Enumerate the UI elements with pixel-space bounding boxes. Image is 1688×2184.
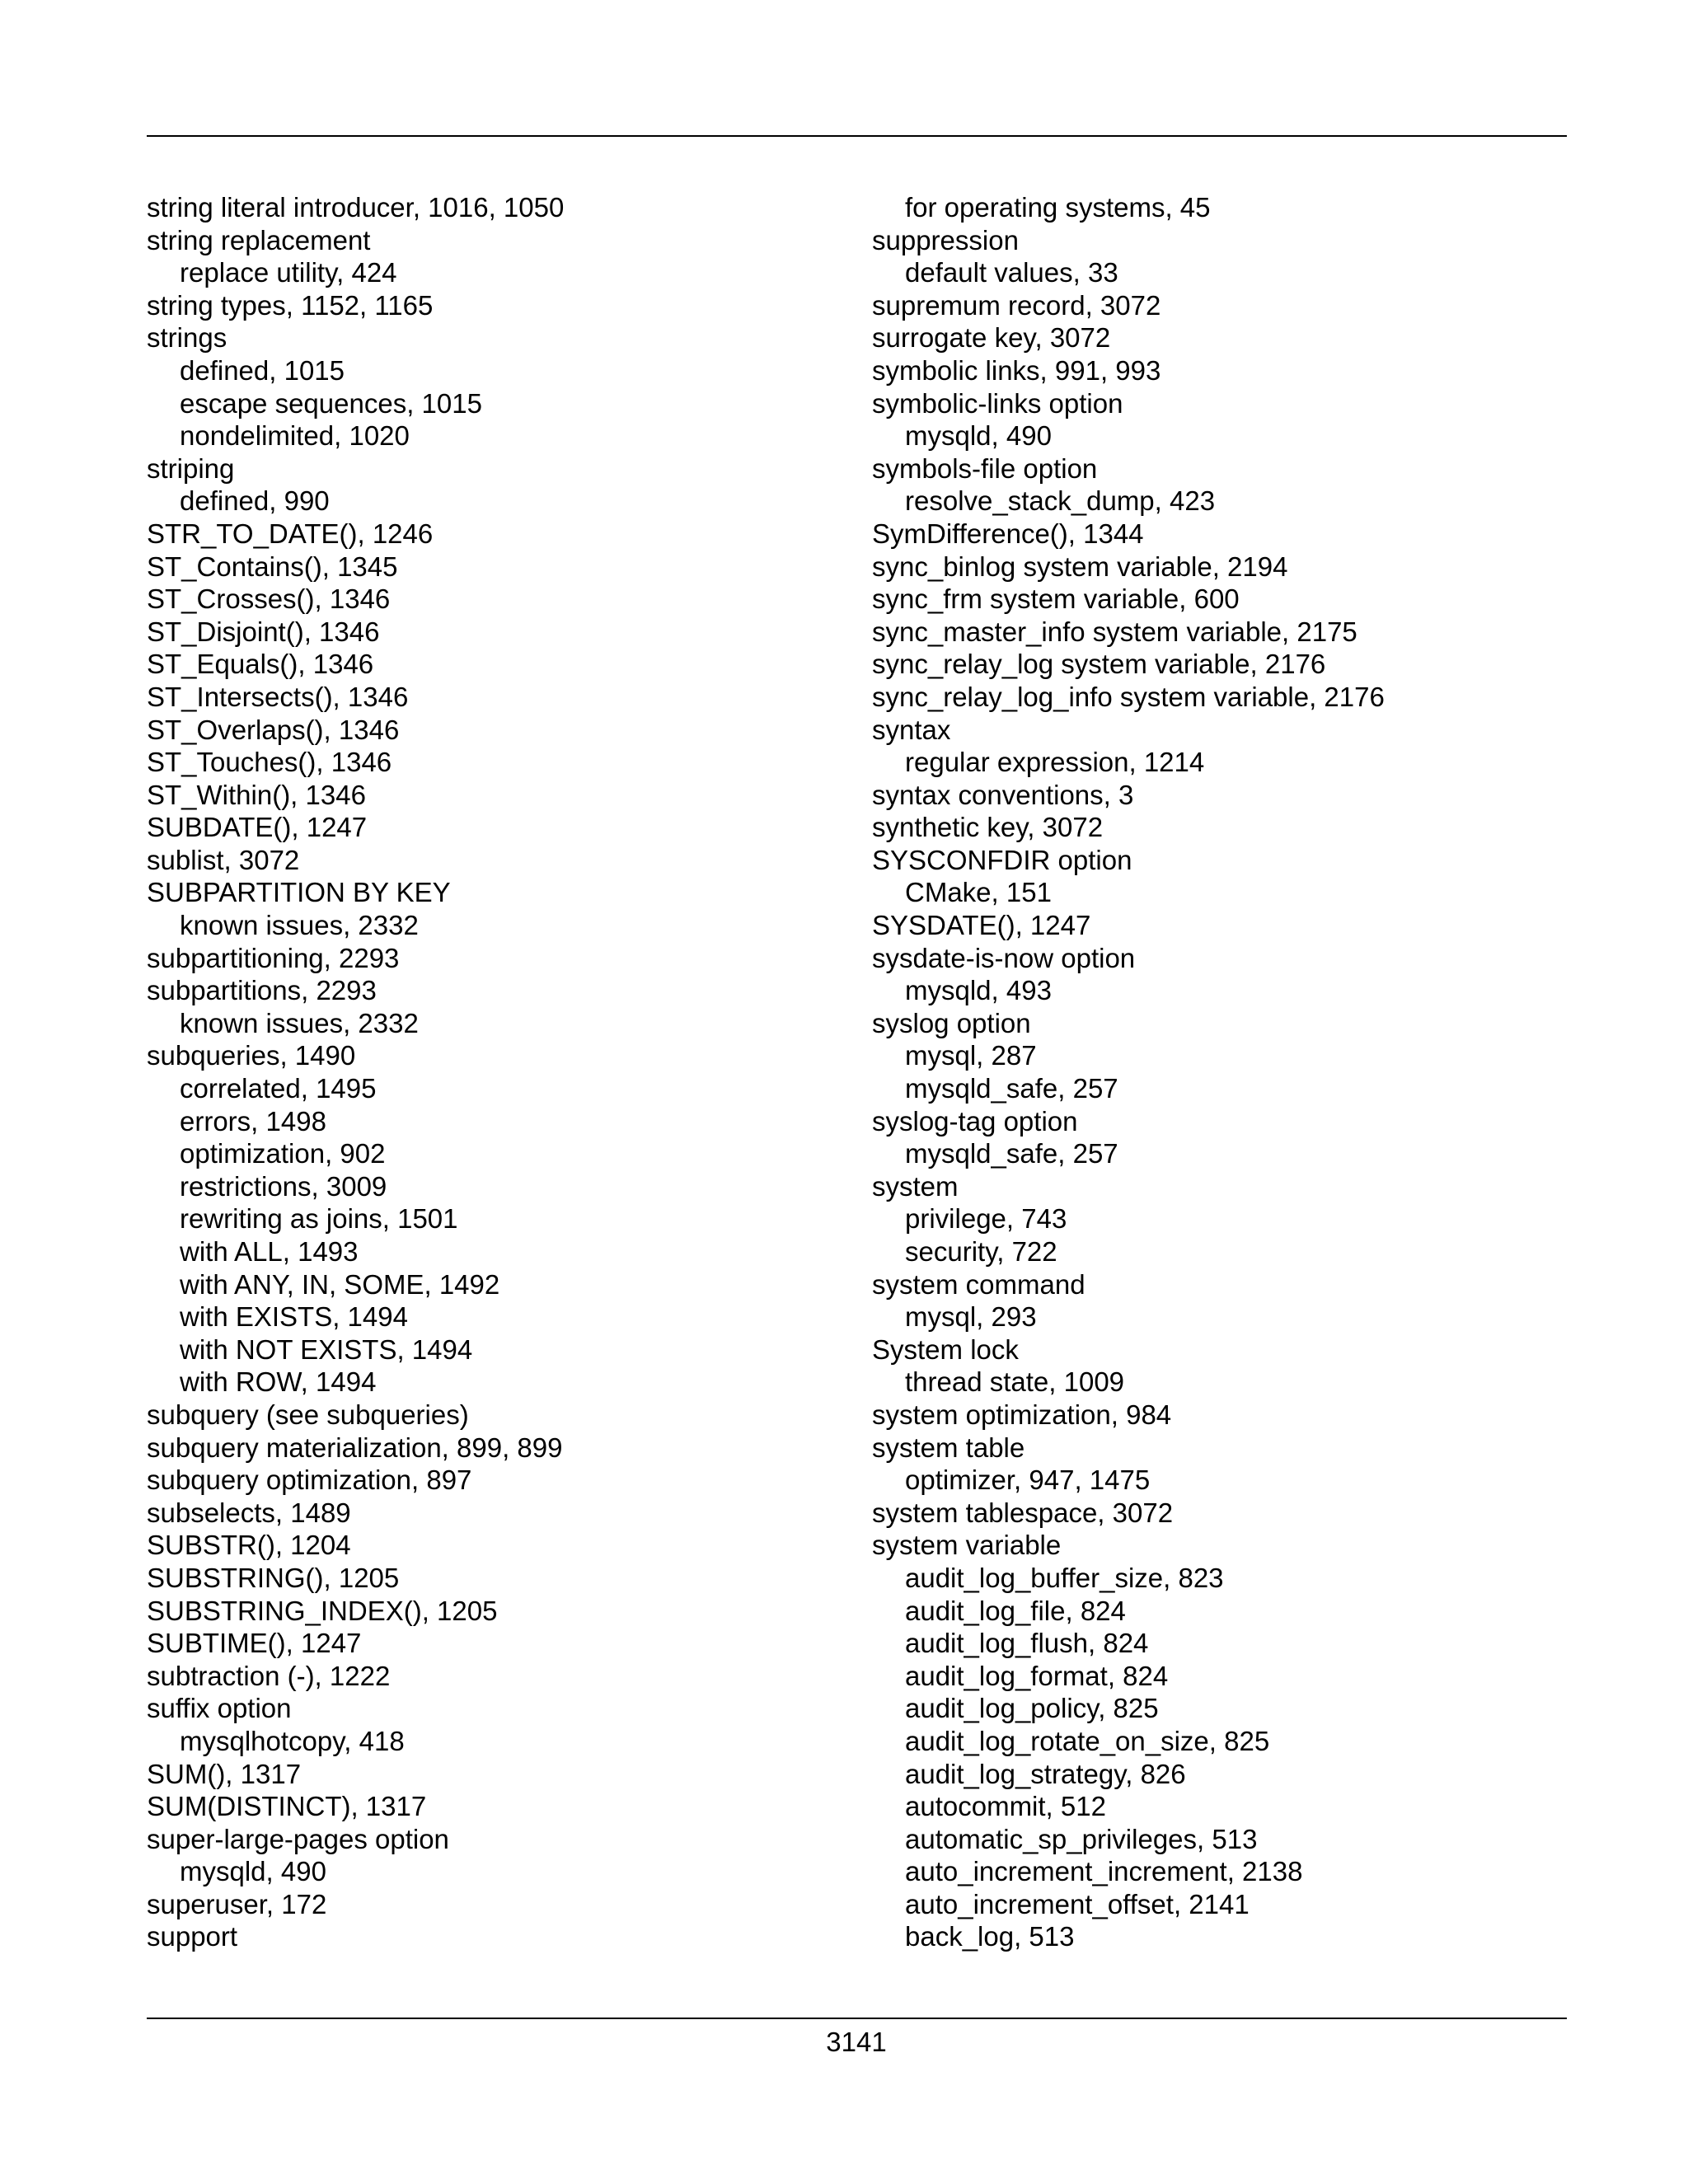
index-entry: subtraction (-), 1222: [147, 1660, 391, 1691]
index-subentry: back_log, 513: [905, 1921, 1075, 1952]
index-subentry: mysqld_safe, 257: [905, 1073, 1118, 1104]
index-entry: SUM(), 1317: [147, 1758, 302, 1789]
index-entry: SUBSTR(), 1204: [147, 1530, 351, 1561]
index-subentry: CMake, 151: [905, 877, 1052, 908]
index-entry: string types, 1152, 1165: [147, 289, 434, 321]
index-subentry: audit_log_format, 824: [905, 1660, 1169, 1691]
index-subentry: autocommit, 512: [905, 1791, 1106, 1822]
index-entry: syslog-tag option: [872, 1105, 1078, 1137]
index-subentry: mysqld, 490: [905, 420, 1052, 452]
index-entry: ST_Within(), 1346: [147, 779, 366, 810]
index-entry: sysdate-is-now option: [872, 942, 1136, 973]
index-entry: ST_Contains(), 1345: [147, 551, 398, 582]
index-entry: SUBSTRING_INDEX(), 1205: [147, 1595, 498, 1626]
index-subentry: escape sequences, 1015: [180, 387, 482, 419]
index-subentry: audit_log_file, 824: [905, 1595, 1126, 1626]
index-subentry: correlated, 1495: [180, 1073, 377, 1104]
index-subentry: with ANY, IN, SOME, 1492: [180, 1268, 500, 1300]
index-subentry: with EXISTS, 1494: [180, 1301, 408, 1333]
index-subentry: known issues, 2332: [180, 910, 419, 941]
index-subentry: mysql, 293: [905, 1301, 1037, 1333]
index-entry: superuser, 172: [147, 1888, 327, 1919]
index-entry: subquery optimization, 897: [147, 1465, 472, 1496]
index-entry: ST_Equals(), 1346: [147, 649, 374, 680]
index-entry: SUBDATE(), 1247: [147, 812, 368, 843]
index-entry: SYSDATE(), 1247: [872, 910, 1091, 941]
index-subentry: optimization, 902: [180, 1138, 386, 1169]
index-entry: surrogate key, 3072: [872, 322, 1111, 354]
index-entry: subselects, 1489: [147, 1497, 351, 1528]
index-subentry: audit_log_flush, 824: [905, 1628, 1149, 1659]
index-entry: subquery (see subqueries): [147, 1399, 469, 1430]
index-subentry: replace utility, 424: [180, 257, 397, 288]
index-entry: string replacement: [147, 224, 371, 255]
index-entry: system optimization, 984: [872, 1399, 1172, 1430]
index-subentry: errors, 1498: [180, 1105, 326, 1137]
index-subentry: known issues, 2332: [180, 1007, 419, 1038]
index-subentry: rewriting as joins, 1501: [180, 1203, 458, 1235]
index-subentry: nondelimited, 1020: [180, 420, 410, 452]
index-subentry: audit_log_rotate_on_size, 825: [905, 1725, 1270, 1756]
index-subentry: with NOT EXISTS, 1494: [180, 1333, 473, 1365]
index-entry: System lock: [872, 1333, 1019, 1365]
index-subentry: security, 722: [905, 1236, 1057, 1267]
index-entry: suppression: [872, 224, 1019, 255]
index-subentry: for operating systems, 45: [905, 192, 1211, 223]
header-rule: [147, 135, 1567, 137]
index-subentry: defined, 990: [180, 485, 330, 517]
index-entry: strings: [147, 322, 227, 354]
index-entry: SUBSTRING(), 1205: [147, 1562, 400, 1593]
index-entry: subqueries, 1490: [147, 1040, 356, 1071]
index-entry: super-large-pages option: [147, 1823, 449, 1854]
index-entry: subpartitioning, 2293: [147, 942, 400, 973]
index-subentry: with ALL, 1493: [180, 1236, 359, 1267]
index-column-left: [147, 191, 889, 1953]
index-subentry: mysqld_safe, 257: [905, 1138, 1118, 1169]
index-subentry: defined, 1015: [180, 354, 345, 386]
index-entry: SymDifference(), 1344: [872, 518, 1144, 549]
index-subentry: auto_increment_offset, 2141: [905, 1888, 1250, 1919]
index-entry: STR_TO_DATE(), 1246: [147, 518, 434, 549]
index-entry: syntax: [872, 714, 951, 745]
index-entry: subquery materialization, 899, 899: [147, 1432, 563, 1463]
index-entry: sublist, 3072: [147, 844, 300, 875]
index-entry: system table: [872, 1432, 1025, 1463]
index-entry: symbols-file option: [872, 452, 1098, 484]
index-entry: striping: [147, 452, 235, 484]
index-subentry: default values, 33: [905, 257, 1118, 288]
index-subentry: with ROW, 1494: [180, 1366, 377, 1398]
index-entry: symbolic-links option: [872, 387, 1123, 419]
index-entry: system tablespace, 3072: [872, 1497, 1174, 1528]
index-entry: system command: [872, 1268, 1085, 1300]
index-entry: ST_Overlaps(), 1346: [147, 714, 400, 745]
index-entry: syntax conventions, 3: [872, 779, 1134, 810]
index-entry: sync_relay_log_info system variable, 2176: [872, 681, 1385, 712]
index-subentry: optimizer, 947, 1475: [905, 1465, 1151, 1496]
index-entry: sync_relay_log system variable, 2176: [872, 649, 1326, 680]
index-subentry: thread state, 1009: [905, 1366, 1125, 1398]
index-subentry: mysqld, 490: [180, 1856, 326, 1887]
index-entry: sync_binlog system variable, 2194: [872, 551, 1288, 582]
index-subentry: mysql, 287: [905, 1040, 1037, 1071]
index-entry: supremum record, 3072: [872, 289, 1161, 321]
index-entry: symbolic links, 991, 993: [872, 354, 1161, 386]
index-entry: SYSCONFDIR option: [872, 844, 1132, 875]
index-entry: suffix option: [147, 1693, 292, 1724]
index-subentry: resolve_stack_dump, 423: [905, 485, 1216, 517]
index-entry: SUM(DISTINCT), 1317: [147, 1791, 427, 1822]
index-entry: ST_Intersects(), 1346: [147, 681, 409, 712]
index-entry: sync_frm system variable, 600: [872, 583, 1240, 615]
index-entry: SUBPARTITION BY KEY: [147, 877, 451, 908]
index-subentry: mysqlhotcopy, 418: [180, 1725, 405, 1756]
index-entry: ST_Crosses(), 1346: [147, 583, 391, 615]
index-entry: syslog option: [872, 1007, 1031, 1038]
index-entry: sync_master_info system variable, 2175: [872, 616, 1357, 647]
index-subentry: regular expression, 1214: [905, 747, 1205, 778]
index-subentry: auto_increment_increment, 2138: [905, 1856, 1303, 1887]
index-entry: SUBTIME(), 1247: [147, 1628, 362, 1659]
index-subentry: privilege, 743: [905, 1203, 1067, 1235]
index-entry: system: [872, 1170, 959, 1202]
index-entry: synthetic key, 3072: [872, 812, 1104, 843]
index-entry: subpartitions, 2293: [147, 975, 377, 1006]
index-entry: ST_Touches(), 1346: [147, 747, 392, 778]
page-number: 3141: [826, 2027, 887, 2057]
index-entry: string literal introducer, 1016, 1050: [147, 192, 565, 223]
index-column-right: [872, 191, 1614, 1953]
index-subentry: audit_log_policy, 825: [905, 1693, 1159, 1724]
index-subentry: audit_log_strategy, 826: [905, 1758, 1186, 1789]
index-subentry: automatic_sp_privileges, 513: [905, 1823, 1258, 1854]
index-subentry: mysqld, 493: [905, 975, 1052, 1006]
index-entry: ST_Disjoint(), 1346: [147, 616, 380, 647]
index-entry: system variable: [872, 1530, 1062, 1561]
index-subentry: restrictions, 3009: [180, 1170, 387, 1202]
index-entry: support: [147, 1921, 238, 1952]
index-subentry: audit_log_buffer_size, 823: [905, 1562, 1224, 1593]
